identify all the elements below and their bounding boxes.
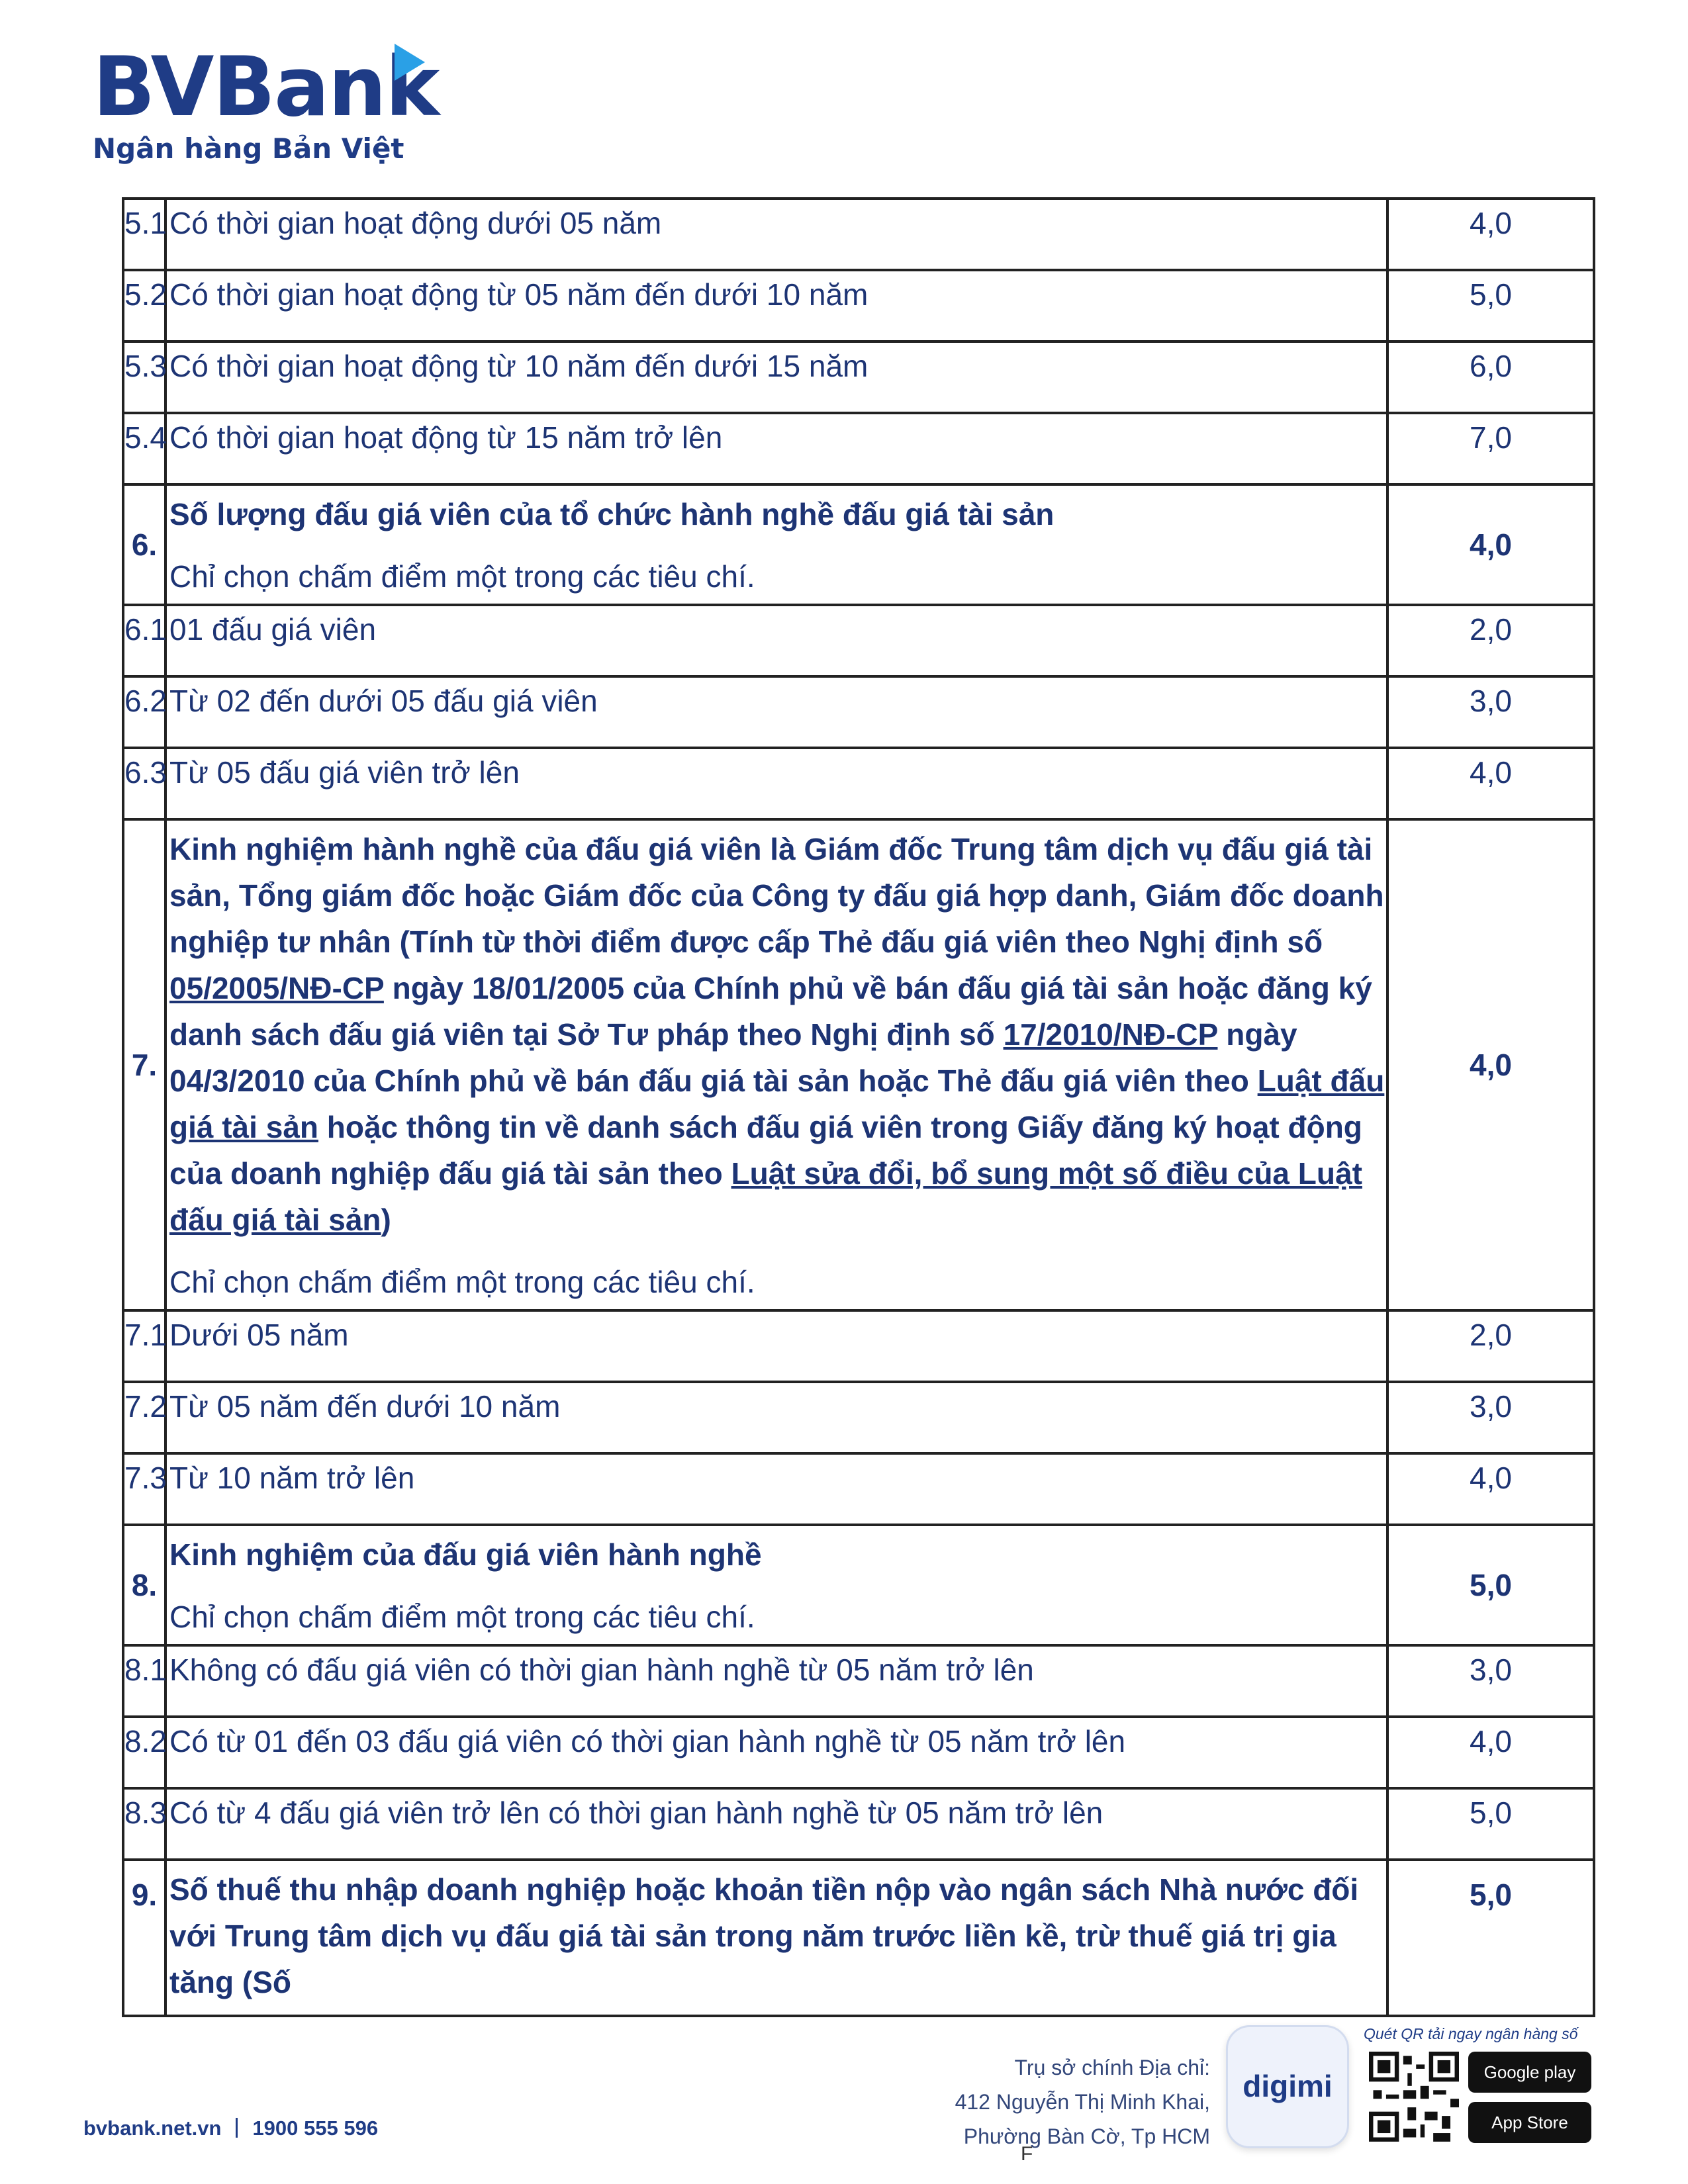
group-description — [165, 484, 1387, 605]
criterion-score: 4,0 — [1387, 1453, 1594, 1525]
table-row — [123, 413, 1594, 484]
criterion-number: 6.2 — [123, 676, 165, 748]
criterion-score: 6,0 — [1387, 341, 1594, 413]
criterion-number: 8.1 — [123, 1645, 165, 1717]
criterion-score: 4,0 — [1387, 199, 1594, 270]
law-link-amendment[interactable]: Luật sửa đổi, bổ sung một số điều của Luật đấu giá tài sản — [169, 1156, 1362, 1237]
group-row-9 — [123, 1860, 1594, 2016]
criterion-number: 7.1 — [123, 1310, 165, 1382]
group-note: Chỉ chọn chấm điểm một trong các tiêu chí. — [169, 1600, 755, 1634]
criterion-number: 5.3 — [123, 341, 165, 413]
criterion-description: Từ 10 năm trở lên — [165, 1453, 1387, 1525]
criterion-number: 6.3 — [123, 748, 165, 819]
logo-wordmark: BVBank — [93, 40, 439, 135]
criterion-number: 5.4 — [123, 413, 165, 484]
criterion-number: 7.3 — [123, 1453, 165, 1525]
criterion-score: 3,0 — [1387, 1645, 1594, 1717]
digimi-label: digimi — [1243, 2069, 1333, 2103]
group-score: 4,0 — [1387, 819, 1594, 1310]
criterion-number: 5.2 — [123, 270, 165, 341]
criterion-score: 2,0 — [1387, 1310, 1594, 1382]
hotline[interactable]: 1900 555 596 — [252, 2116, 379, 2140]
logo-tagline: Ngân hàng Bản Việt — [93, 132, 404, 165]
decree-link-17-2010[interactable]: 17/2010/NĐ-CP — [1003, 1017, 1218, 1052]
group-number: 9. — [123, 1860, 165, 2016]
criterion-number: 7.2 — [123, 1382, 165, 1453]
group-number: 7. — [123, 819, 165, 1310]
group-number: 8. — [123, 1525, 165, 1645]
address-label: Trụ sở chính Địa chỉ: — [1014, 2056, 1210, 2079]
group-row-6 — [123, 484, 1594, 605]
table-row — [123, 1788, 1594, 1860]
head-office-address — [955, 2050, 1210, 2154]
bvbank-logo — [93, 40, 450, 179]
criterion-score: 3,0 — [1387, 676, 1594, 748]
digimi-app-icon[interactable] — [1226, 2025, 1349, 2148]
title-text: Kinh nghiệm hành nghề của đấu giá viên là Giám đốc Trung tâm dịch vụ đấu giá tài sản, Tổng giám đốc hoặc Giám đốc của Công ty đấu giá hợp danh, Giám đốc doanh nghiệp tư nhân (Tính từ thời điểm được cấp Thẻ đấu giá viên theo Nghị định số — [169, 832, 1384, 959]
page-marker: F — [1021, 2143, 1033, 2165]
address-line: Phường Bàn Cờ, Tp HCM — [963, 2124, 1210, 2148]
table-row — [123, 1453, 1594, 1525]
logo-arrow-icon — [395, 44, 425, 81]
criterion-description: Từ 05 đấu giá viên trở lên — [165, 748, 1387, 819]
table-row — [123, 1310, 1594, 1382]
criterion-number: 8.2 — [123, 1717, 165, 1788]
app-store-button[interactable]: App Store — [1468, 2102, 1591, 2143]
group-score: 5,0 — [1387, 1860, 1594, 2016]
group-note: Chỉ chọn chấm điểm một trong các tiêu chí. — [169, 1265, 755, 1299]
group-title: Số thuế thu nhập doanh nghiệp hoặc khoản tiền nộp vào ngân sách Nhà nước đối với Trung tâm dịch vụ đấu giá tài sản trong năm trước liền kề, trừ thuế giá trị gia tăng (Số — [169, 1872, 1359, 1999]
title-text: ngày 04/3/2010 của Chính phủ về bán đấu giá tài sản hoặc Thẻ đấu giá viên theo — [169, 1017, 1297, 1098]
group-score: 4,0 — [1387, 484, 1594, 605]
criterion-score: 5,0 — [1387, 1788, 1594, 1860]
group-score: 5,0 — [1387, 1525, 1594, 1645]
criterion-description: Không có đấu giá viên có thời gian hành nghề từ 05 năm trở lên — [165, 1645, 1387, 1717]
criterion-score: 4,0 — [1387, 748, 1594, 819]
website-link[interactable]: bvbank.net.vn — [83, 2116, 222, 2140]
criterion-description: Có từ 01 đến 03 đấu giá viên có thời gian hành nghề từ 05 năm trở lên — [165, 1717, 1387, 1788]
title-text: hoặc thông tin về danh sách đấu giá viên trong Giấy đăng ký hoạt động của doanh nghiệp đấu giá tài sản theo — [169, 1110, 1362, 1191]
criterion-score: 2,0 — [1387, 605, 1594, 676]
table-row — [123, 1382, 1594, 1453]
group-note: Chỉ chọn chấm điểm một trong các tiêu chí. — [169, 559, 755, 594]
law-link-auction[interactable]: Luật đấu giá tài sản — [169, 1064, 1385, 1144]
table-row — [123, 676, 1594, 748]
table-row — [123, 341, 1594, 413]
table-row — [123, 1717, 1594, 1788]
group-description — [165, 1860, 1387, 2016]
group-row-7 — [123, 819, 1594, 1310]
group-title: Số lượng đấu giá viên của tổ chức hành nghề đấu giá tài sản — [169, 497, 1055, 531]
scoring-table — [122, 197, 1595, 2017]
title-text: ngày 18/01/2005 của Chính phủ về bán đấu giá tài sản hoặc đăng ký danh sách đấu giá viên tại Sở Tư pháp theo Nghị định số — [169, 971, 1372, 1052]
criterion-score: 3,0 — [1387, 1382, 1594, 1453]
table-row — [123, 1645, 1594, 1717]
criterion-score: 7,0 — [1387, 413, 1594, 484]
group-number: 6. — [123, 484, 165, 605]
criterion-description: Từ 02 đến dưới 05 đấu giá viên — [165, 676, 1387, 748]
google-play-button[interactable]: Google play — [1468, 2052, 1591, 2093]
address-line: 412 Nguyễn Thị Minh Khai, — [955, 2090, 1210, 2114]
footer-divider — [236, 2118, 238, 2138]
decree-link-05-2005[interactable]: 05/2005/NĐ-CP — [169, 971, 384, 1005]
group-title — [169, 826, 1386, 1243]
criterion-score: 4,0 — [1387, 1717, 1594, 1788]
group-row-8 — [123, 1525, 1594, 1645]
title-text: ) — [381, 1203, 391, 1237]
group-title: Kinh nghiệm của đấu giá viên hành nghề — [169, 1537, 762, 1572]
group-description — [165, 1525, 1387, 1645]
footer-contact — [83, 2116, 378, 2140]
criterion-description: Có thời gian hoạt động từ 05 năm đến dưới 10 năm — [165, 270, 1387, 341]
criterion-number: 5.1 — [123, 199, 165, 270]
criterion-description: Có thời gian hoạt động dưới 05 năm — [165, 199, 1387, 270]
criterion-number: 6.1 — [123, 605, 165, 676]
criterion-description: Có từ 4 đấu giá viên trở lên có thời gian hành nghề từ 05 năm trở lên — [165, 1788, 1387, 1860]
criterion-score: 5,0 — [1387, 270, 1594, 341]
table-row — [123, 270, 1594, 341]
qr-caption: Quét QR tải ngay ngân hàng số — [1364, 2025, 1578, 2042]
group-description — [165, 819, 1387, 1310]
table-row — [123, 199, 1594, 270]
criterion-description: Có thời gian hoạt động từ 15 năm trở lên — [165, 413, 1387, 484]
criterion-number: 8.3 — [123, 1788, 165, 1860]
criterion-description: Có thời gian hoạt động từ 10 năm đến dưới 15 năm — [165, 341, 1387, 413]
qr-code-icon[interactable] — [1369, 2052, 1459, 2142]
criterion-description: 01 đấu giá viên — [165, 605, 1387, 676]
criterion-description: Từ 05 năm đến dưới 10 năm — [165, 1382, 1387, 1453]
table-row — [123, 605, 1594, 676]
table-row — [123, 748, 1594, 819]
criterion-description: Dưới 05 năm — [165, 1310, 1387, 1382]
